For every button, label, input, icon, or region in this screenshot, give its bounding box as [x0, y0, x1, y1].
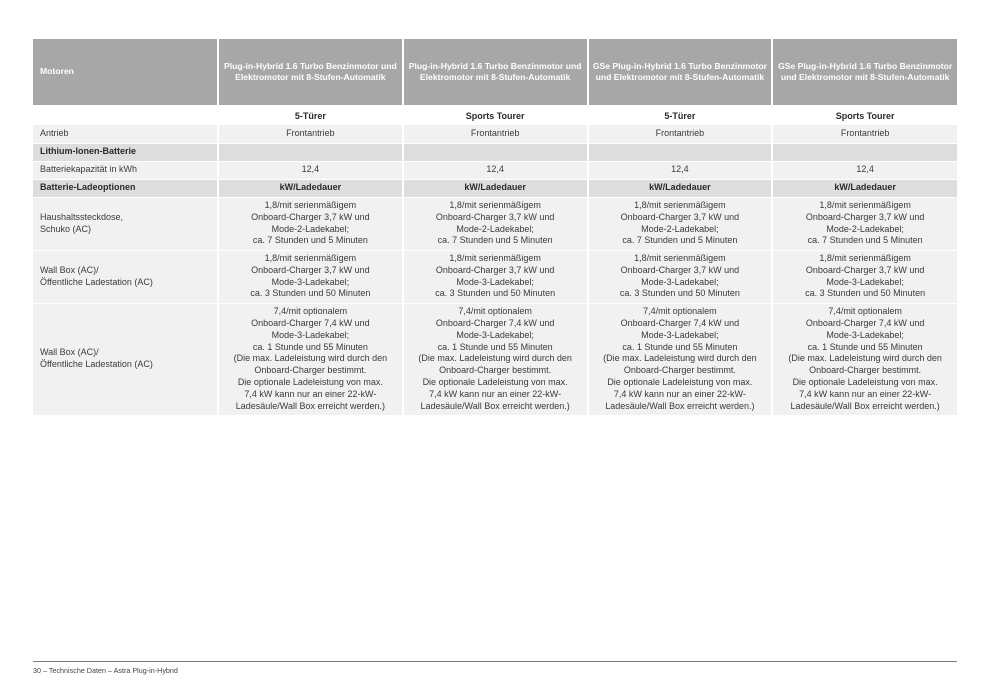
table-row-charging-header: [33, 179, 957, 197]
header-cell: GSe Plug-in-Hybrid 1.6 Turbo Benzinmotor und Elektromotor mit 8-Stufen-Automatik: [588, 39, 773, 105]
table-cell: kW/Ladedauer: [772, 179, 957, 197]
page-footer: 30 – Technische Daten – Astra Plug-in-Hybrid: [33, 666, 178, 675]
table-cell: 5-Türer: [218, 108, 403, 125]
table-cell: 7,4/mit optionalem Onboard-Charger 7,4 kW und Mode-3-Ladekabel; ca. 1 Stunde und 55 Minuten (Die max. Ladeleistung wird durch den Onboard-Charger bestimmt. Die optionale Ladeleistung von max. 7,4 kW kann nur an einer 22-kW- Ladesäule/Wall Box erreicht werden.): [403, 303, 588, 415]
table-cell: Batterie-Ladeoptionen: [33, 179, 218, 197]
table-cell: 12,4: [588, 161, 773, 179]
table-cell: [403, 143, 588, 161]
table-cell: 7,4/mit optionalem Onboard-Charger 7,4 kW und Mode-3-Ladekabel; ca. 1 Stunde und 55 Minuten (Die max. Ladeleistung wird durch den Onboard-Charger bestimmt. Die optionale Ladeleistung von max. 7,4 kW kann nur an einer 22-kW- Ladesäule/Wall Box erreicht werden.): [772, 303, 957, 415]
table-cell: Frontantrieb: [218, 125, 403, 143]
table-cell: [218, 143, 403, 161]
table-row-wallbox-37: [33, 250, 957, 303]
table-cell: Wall Box (AC)/ Öffentliche Ladestation (AC): [33, 250, 218, 303]
table-cell: kW/Ladedauer: [588, 179, 773, 197]
table-header-row: [33, 39, 957, 105]
table-cell: Wall Box (AC)/ Öffentliche Ladestation (AC): [33, 303, 218, 415]
footer-divider: [33, 661, 957, 662]
table-cell: 12,4: [403, 161, 588, 179]
table-cell: 1,8/mit serienmäßigem Onboard-Charger 3,7 kW und Mode-3-Ladekabel; ca. 3 Stunden und 50 Minuten: [588, 250, 773, 303]
table-cell: 1,8/mit serienmäßigem Onboard-Charger 3,7 kW und Mode-3-Ladekabel; ca. 3 Stunden und 50 Minuten: [772, 250, 957, 303]
table-cell: 12,4: [218, 161, 403, 179]
table-cell: Haushaltssteckdose, Schuko (AC): [33, 197, 218, 250]
table-cell: 1,8/mit serienmäßigem Onboard-Charger 3,7 kW und Mode-2-Ladekabel; ca. 7 Stunden und 5 Minuten: [218, 197, 403, 250]
table-cell: kW/Ladedauer: [403, 179, 588, 197]
table-cell: 1,8/mit serienmäßigem Onboard-Charger 3,7 kW und Mode-2-Ladekabel; ca. 7 Stunden und 5 Minuten: [403, 197, 588, 250]
table-row-wallbox-74: [33, 303, 957, 415]
table-cell: 1,8/mit serienmäßigem Onboard-Charger 3,7 kW und Mode-2-Ladekabel; ca. 7 Stunden und 5 Minuten: [588, 197, 773, 250]
table-row-capacity: [33, 161, 957, 179]
table-cell: 7,4/mit optionalem Onboard-Charger 7,4 kW und Mode-3-Ladekabel; ca. 1 Stunde und 55 Minuten (Die max. Ladeleistung wird durch den Onboard-Charger bestimmt. Die optionale Ladeleistung von max. 7,4 kW kann nur an einer 22-kW- Ladesäule/Wall Box erreicht werden.): [588, 303, 773, 415]
table-row-antrieb: [33, 125, 957, 143]
section-title: Lithium-Ionen-Batterie: [33, 143, 218, 161]
table-cell: Frontantrieb: [588, 125, 773, 143]
table-cell: [772, 143, 957, 161]
table-cell: Sports Tourer: [403, 108, 588, 125]
header-cell-motoren: Motoren: [33, 39, 218, 105]
table-row-haushalt: [33, 197, 957, 250]
table-cell: kW/Ladedauer: [218, 179, 403, 197]
table-row-body-type: [33, 108, 957, 125]
table-cell: Antrieb: [33, 125, 218, 143]
table-cell: [588, 143, 773, 161]
table-cell: Sports Tourer: [772, 108, 957, 125]
table-cell: 7,4/mit optionalem Onboard-Charger 7,4 kW und Mode-3-Ladekabel; ca. 1 Stunde und 55 Minuten (Die max. Ladeleistung wird durch den Onboard-Charger bestimmt. Die optionale Ladeleistung von max. 7,4 kW kann nur an einer 22-kW- Ladesäule/Wall Box erreicht werden.): [218, 303, 403, 415]
table-cell: 12,4: [772, 161, 957, 179]
spec-table: [33, 39, 957, 415]
header-cell: Plug-in-Hybrid 1.6 Turbo Benzinmotor und Elektromotor mit 8-Stufen-Automatik: [403, 39, 588, 105]
table-cell: [33, 108, 218, 125]
header-cell: GSe Plug-in-Hybrid 1.6 Turbo Benzinmotor und Elektromotor mit 8-Stufen-Automatik: [772, 39, 957, 105]
table-row-battery-section: [33, 143, 957, 161]
table-cell: Batteriekapazität in kWh: [33, 161, 218, 179]
table-cell: 1,8/mit serienmäßigem Onboard-Charger 3,7 kW und Mode-3-Ladekabel; ca. 3 Stunden und 50 Minuten: [403, 250, 588, 303]
table-cell: 1,8/mit serienmäßigem Onboard-Charger 3,7 kW und Mode-2-Ladekabel; ca. 7 Stunden und 5 Minuten: [772, 197, 957, 250]
header-cell: Plug-in-Hybrid 1.6 Turbo Benzinmotor und Elektromotor mit 8-Stufen-Automatik: [218, 39, 403, 105]
table-cell: 5-Türer: [588, 108, 773, 125]
table-cell: 1,8/mit serienmäßigem Onboard-Charger 3,7 kW und Mode-3-Ladekabel; ca. 3 Stunden und 50 Minuten: [218, 250, 403, 303]
table-cell: Frontantrieb: [403, 125, 588, 143]
table-cell: Frontantrieb: [772, 125, 957, 143]
